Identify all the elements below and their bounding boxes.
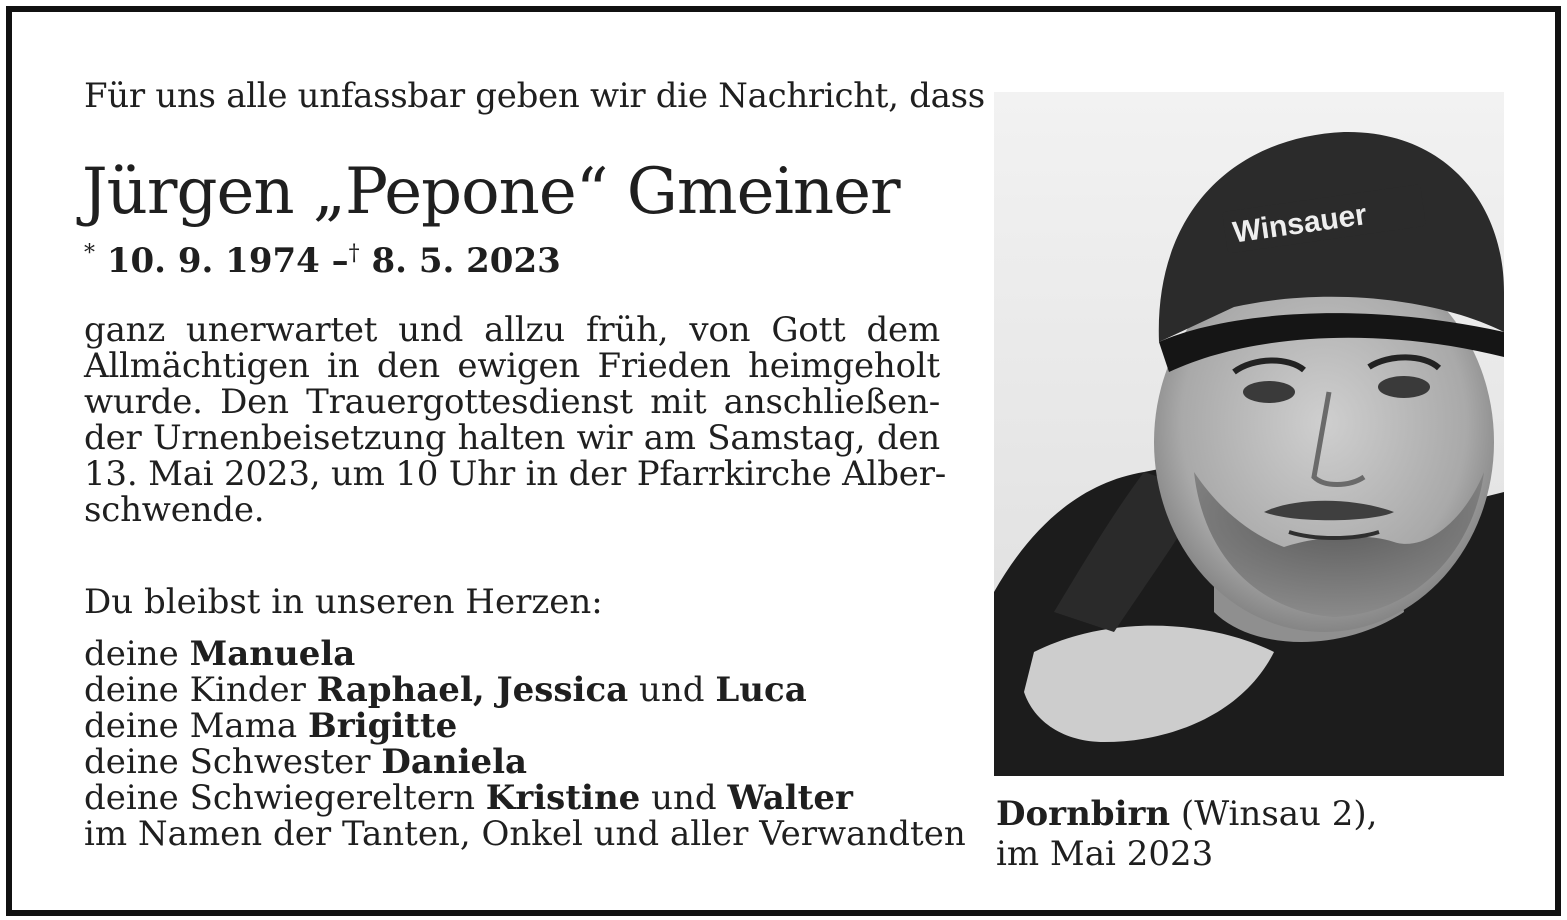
relation-label: deine Schwiegereltern [84,778,486,818]
relation-label: deine Schwester [84,742,382,782]
announcement-line: der Urnenbeisetzung halten wir am Samstag, den [84,418,940,458]
conjunction: und [628,670,716,710]
mourner-name: Manuela [189,634,356,674]
mourner-row [84,780,966,816]
intro-text: Für uns alle unfassbar geben wir die Nachricht, dass [84,76,985,116]
mourner-row [84,636,966,672]
announcement-line: ganz unerwartet und allzu früh, von Gott dem [84,310,940,350]
mourner-name: Walter [727,778,853,818]
deceased-name: Jürgen „Pepone“ Gmeiner [82,155,900,229]
death-date: 8. 5. 2023 [371,241,561,281]
address-detail: (Winsau 2), [1170,794,1378,834]
relation-label: deine [84,634,190,674]
announcement-line: schwende. [84,490,265,530]
mourner-name: Raphael, Jessica [316,670,629,710]
date-separator: – [331,241,349,281]
mourner-name: Daniela [381,742,528,782]
mourner-row [84,816,966,852]
portrait-photo [994,92,1504,776]
closing-line: im Namen der Tanten, Onkel und aller Verwandten [84,814,966,854]
announcement-line: Allmächtigen in den ewigen Frieden heimgeholt [84,346,940,386]
conjunction: und [640,778,728,818]
relation-label: deine Mama [84,706,308,746]
mourners-list [84,636,966,852]
mourner-row [84,708,966,744]
mourner-row [84,672,966,708]
birth-symbol: * [84,241,95,266]
place-and-date [996,794,1377,874]
city-name: Dornbirn [996,794,1171,834]
herzen-heading: Du bleibst in unseren Herzen: [84,582,603,622]
life-dates [84,234,561,281]
mourner-row [84,744,966,780]
mourner-name: Brigitte [308,706,458,746]
announcement-line: 13. Mai 2023, um 10 Uhr in der Pfarrkirche Alber- [84,454,947,494]
mourner-name: Luca [715,670,807,710]
mourner-name: Kristine [485,778,641,818]
cap-logo-text: Winsauer [1230,198,1369,250]
death-symbol: † [348,241,360,266]
obituary-frame [6,6,1561,916]
relation-label: deine Kinder [84,670,317,710]
notice-date: im Mai 2023 [996,834,1214,874]
birth-date: 10. 9. 1974 [106,241,320,281]
announcement-text [84,310,947,530]
announcement-line: wurde. Den Trauergottesdienst mit anschließen- [84,382,940,422]
